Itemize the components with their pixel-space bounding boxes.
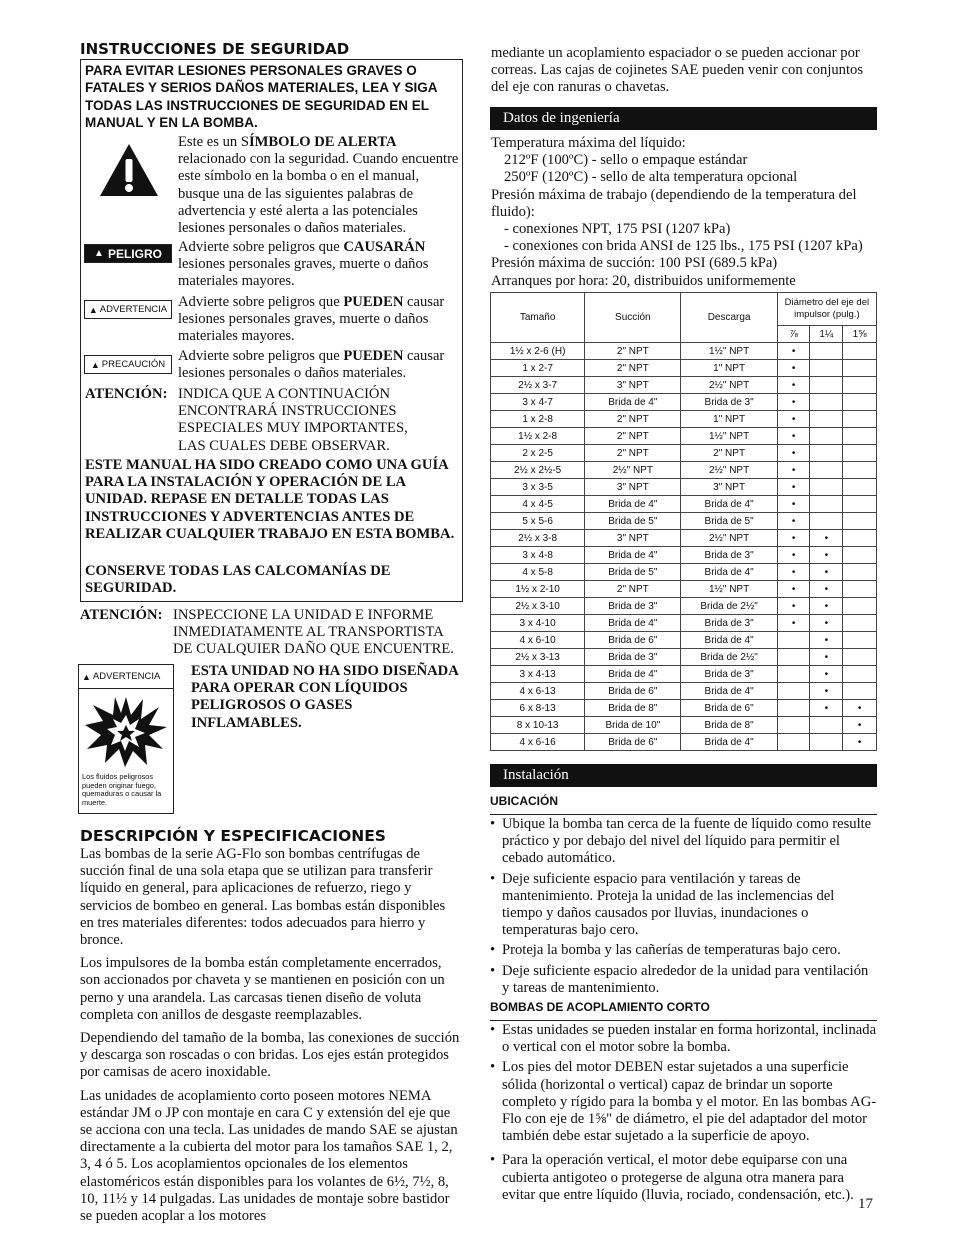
table-cell: Brida de 4" — [585, 666, 681, 683]
atencion2-label: ATENCIÓN: — [80, 607, 163, 623]
eng-line: 212ºF (100ºC) - sello o empaque estándar — [504, 152, 748, 169]
table-cell-mark — [843, 581, 877, 598]
warning-triangle-icon: ▲ — [82, 671, 91, 682]
table-cell-mark — [843, 615, 877, 632]
corto-title: BOMBAS DE ACOPLAMIENTO CORTO — [490, 1000, 877, 1021]
table-cell: 5 x 5-6 — [491, 513, 585, 530]
table-row — [491, 513, 877, 530]
table-cell-mark — [843, 598, 877, 615]
ubicacion-list — [490, 816, 878, 997]
table-cell: Brida de 2½" — [681, 649, 777, 666]
table-cell: 3" NPT — [585, 377, 681, 394]
table-cell-mark: • — [777, 479, 810, 496]
desc-paragraph: Las unidades de acoplamiento corto poseen motores NEMA estándar JM o JP con montaje en cara C y extensión del eje que se acciona con una tecla. Las unidades de mando SAE se ajustan directamente a la cubierta del motor para los tamaños SAE 1, 2, 3, 4 ó 5. Los acoplamientos opcionales de los elementos elastoméricos están disponibles para los volantes de 6½, 7½, 8, 10, 11½ y 14 pulgadas. Las unidades de montaje sobre bastidor se pueden acoplar a los motores — [80, 1087, 458, 1225]
col-header-discharge: Descarga — [681, 293, 777, 343]
table-cell: 1" NPT — [681, 411, 777, 428]
table-row — [491, 547, 877, 564]
table-cell-mark: • — [777, 462, 810, 479]
eng-line: Temperatura máxima del líquido: — [491, 135, 686, 151]
table-cell-mark — [843, 377, 877, 394]
eng-line: - conexiones NPT, 175 PSI (1207 kPa) — [504, 221, 731, 238]
table-cell-mark: • — [777, 428, 810, 445]
table-cell: Brida de 3" — [681, 666, 777, 683]
desc-title: DESCRIPCIÓN Y ESPECIFICACIONES — [80, 827, 386, 845]
col-header-shaft-diameter: Diámetro del eje del impulsor (pulg.) — [777, 293, 876, 326]
pump-spec-table — [490, 292, 877, 751]
table-row — [491, 581, 877, 598]
table-cell-mark: • — [810, 530, 843, 547]
ubicacion-title: UBICACIÓN — [490, 794, 877, 815]
table-cell-mark: • — [777, 615, 810, 632]
table-cell: 2" NPT — [585, 360, 681, 377]
table-cell-mark: • — [810, 598, 843, 615]
peligro-text: Advierte sobre peligros que CAUSARÁN lesiones personales graves, muerte o daños materiales mayores. — [178, 239, 429, 290]
table-cell: 1" NPT — [681, 360, 777, 377]
table-cell: 3 x 4-8 — [491, 547, 585, 564]
eng-line: 250ºF (120ºC) - sello de alta temperatura opcional — [504, 169, 798, 186]
warning-label-caption: Los fluidos peligrosos pueden originar fuego, quemaduras o causar la muerte. — [82, 772, 162, 807]
table-cell-mark — [777, 717, 810, 734]
table-cell-mark: • — [777, 411, 810, 428]
atencion-text: INDICA QUE A CONTINUACIÓN ENCONTRARÁ INSTRUCCIONES ESPECIALES MUY IMPORTANTES, LAS CUALES DEBE OBSERVAR. — [178, 386, 408, 454]
table-cell: 2½ x 3-10 — [491, 598, 585, 615]
precaucion-text: Advierte sobre peligros que PUEDEN causar lesiones personales o daños materiales. — [178, 348, 445, 382]
table-cell: 3" NPT — [681, 479, 777, 496]
table-row — [491, 496, 877, 513]
alert-triangle-icon — [98, 142, 160, 198]
table-cell: Brida de 5" — [585, 564, 681, 581]
table-cell: 2" NPT — [585, 581, 681, 598]
safety-box — [80, 59, 463, 602]
table-row — [491, 360, 877, 377]
col-header-suction: Succión — [585, 293, 681, 343]
table-cell: Brida de 10" — [585, 717, 681, 734]
table-cell-mark: • — [777, 445, 810, 462]
col-header-d2: 1¼ — [810, 326, 843, 343]
table-cell-mark: • — [810, 547, 843, 564]
corto-list — [490, 1022, 878, 1204]
table-cell: Brida de 6" — [585, 683, 681, 700]
col-header-d1: ⅞ — [777, 326, 810, 343]
advertencia-text: Advierte sobre peligros que PUEDEN causar lesiones personales graves, muerte o daños materiales mayores. — [178, 294, 445, 345]
table-cell: 4 x 5-8 — [491, 564, 585, 581]
table-cell-mark: • — [810, 683, 843, 700]
table-cell-mark — [843, 394, 877, 411]
table-cell: 1½" NPT — [681, 343, 777, 360]
explosion-icon — [83, 693, 169, 769]
table-cell-mark: • — [810, 581, 843, 598]
table-cell-mark — [810, 513, 843, 530]
table-cell-mark: • — [777, 564, 810, 581]
table-cell: 4 x 6-10 — [491, 632, 585, 649]
col-header-d3: 1⅝ — [843, 326, 877, 343]
table-cell-mark — [777, 683, 810, 700]
table-cell: 3" NPT — [585, 530, 681, 547]
table-cell-mark — [843, 649, 877, 666]
table-row — [491, 428, 877, 445]
col-header-size: Tamaño — [491, 293, 585, 343]
table-cell: Brida de 3" — [681, 615, 777, 632]
table-cell: 2" NPT — [681, 445, 777, 462]
table-cell: 2½" NPT — [681, 530, 777, 547]
list-item: • Ubique la bomba tan cerca de la fuente de líquido como resulte práctico y por debajo del nivel del líquido para permitir el cebado automático. — [490, 816, 878, 868]
table-cell: 2½ x 2½-5 — [491, 462, 585, 479]
table-cell: 1 x 2-8 — [491, 411, 585, 428]
table-cell-mark — [777, 649, 810, 666]
table-cell: 8 x 10-13 — [491, 717, 585, 734]
precaucion-badge: ▲ PRECAUCIÓN — [84, 355, 172, 374]
table-cell: 2" NPT — [585, 343, 681, 360]
warning-triangle-icon: ▲ — [94, 248, 104, 259]
table-cell-mark: • — [810, 700, 843, 717]
table-cell-mark: • — [810, 632, 843, 649]
continuation-text: mediante un acoplamiento espaciador o se pueden accionar por correas. Las cajas de cojinetes SAE pueden venir con conjuntos del eje con ranuras o chavetas. — [491, 45, 864, 96]
conserve-text: CONSERVE TODAS LAS CALCOMANÍAS DE SEGURIDAD. — [85, 563, 391, 597]
table-cell-mark — [810, 343, 843, 360]
table-row — [491, 462, 877, 479]
table-cell-mark — [843, 564, 877, 581]
table-row — [491, 666, 877, 683]
table-cell: Brida de 3" — [681, 394, 777, 411]
table-cell-mark — [777, 632, 810, 649]
table-cell-mark — [810, 717, 843, 734]
list-item: • Estas unidades se pueden instalar en forma horizontal, inclinada o vertical con el motor sobre la bomba. — [490, 1022, 878, 1056]
desc-paragraph: Dependiendo del tamaño de la bomba, las conexiones de succión y descarga son roscadas o con bridas. Los ejes están protegidos por camisas de acero inoxidable. — [80, 1030, 460, 1081]
atencion2-text: INSPECCIONE LA UNIDAD E INFORME INMEDIATAMENTE AL TRANSPORTISTA DE CUALQUIER DAÑO QUE ENCUENTRE. — [173, 607, 454, 658]
table-row — [491, 700, 877, 717]
table-cell: Brida de 4" — [585, 394, 681, 411]
table-row — [491, 598, 877, 615]
table-cell-mark: • — [843, 700, 877, 717]
table-cell-mark — [843, 360, 877, 377]
table-cell: Brida de 5" — [681, 513, 777, 530]
table-cell-mark — [843, 666, 877, 683]
table-cell-mark: • — [777, 394, 810, 411]
table-cell-mark — [843, 411, 877, 428]
advertencia-badge: ▲ ADVERTENCIA — [84, 300, 172, 319]
table-cell-mark: • — [777, 581, 810, 598]
table-cell: Brida de 4" — [681, 734, 777, 751]
table-cell: Brida de 4" — [681, 496, 777, 513]
table-cell: 3 x 4-13 — [491, 666, 585, 683]
peligro-badge: ▲ PELIGRO — [84, 244, 172, 263]
list-item: • Deje suficiente espacio alrededor de la unidad para ventilación y tareas de mantenimiento. — [490, 963, 878, 997]
table-cell: Brida de 6" — [681, 700, 777, 717]
table-row — [491, 394, 877, 411]
table-cell: 4 x 6-13 — [491, 683, 585, 700]
atencion-label: ATENCIÓN: — [85, 386, 168, 402]
table-cell: 3 x 4-7 — [491, 394, 585, 411]
table-cell-mark: • — [777, 377, 810, 394]
table-row — [491, 479, 877, 496]
table-cell-mark: • — [810, 666, 843, 683]
list-item: • Proteja la bomba y las cañerías de temperaturas bajo cero. — [490, 942, 878, 959]
table-cell-mark: • — [777, 530, 810, 547]
table-row — [491, 530, 877, 547]
table-cell: 2½ x 3-13 — [491, 649, 585, 666]
table-cell: 2½ x 3-7 — [491, 377, 585, 394]
table-cell: 2" NPT — [585, 445, 681, 462]
eng-line: Presión máxima de trabajo (dependiendo de la temperatura del fluido): — [491, 186, 857, 220]
desc-body — [80, 846, 462, 1225]
table-cell: Brida de 4" — [585, 496, 681, 513]
table-cell: Brida de 4" — [681, 564, 777, 581]
table-cell: Brida de 3" — [681, 547, 777, 564]
table-cell-mark: • — [777, 598, 810, 615]
table-cell-mark — [810, 428, 843, 445]
table-cell: 2 x 2-5 — [491, 445, 585, 462]
table-cell-mark — [810, 411, 843, 428]
table-cell-mark — [810, 445, 843, 462]
table-cell-mark: • — [810, 564, 843, 581]
eng-line: Arranques por hora: 20, distribuidos uniformemente — [491, 272, 796, 289]
table-cell: Brida de 2½" — [681, 598, 777, 615]
alert-symbol-text: Este es un SÍMBOLO DE ALERTA relacionado con la seguridad. Cuando encuentre este símbolo en la bomba o en el manual, busque una de las siguientes palabras de advertencia y esté alerta a las potenciales lesiones personales o daños materiales. — [178, 134, 459, 237]
table-cell: Brida de 3" — [585, 598, 681, 615]
table-cell-mark — [843, 683, 877, 700]
table-cell: 1 x 2-7 — [491, 360, 585, 377]
page-number: 17 — [858, 1196, 873, 1212]
table-cell: 3" NPT — [585, 479, 681, 496]
desc-paragraph: Los impulsores de la bomba están completamente encerrados, son accionados por chaveta y se mantienen en posición con un perno y una arandela. Las carcasas tienen diseño de voluta completa con anillos de desgaste reemplazables. — [80, 955, 445, 1023]
table-cell-mark — [843, 530, 877, 547]
table-row — [491, 564, 877, 581]
warning-label — [78, 664, 174, 814]
table-cell: Brida de 4" — [681, 632, 777, 649]
table-cell-mark — [777, 734, 810, 751]
table-cell: 4 x 4-5 — [491, 496, 585, 513]
safety-title: INSTRUCCIONES DE SEGURIDAD — [80, 40, 350, 58]
table-cell-mark: • — [810, 649, 843, 666]
table-cell: 1½" NPT — [681, 581, 777, 598]
warning-triangle-icon: ▲ — [90, 359, 100, 370]
table-row — [491, 632, 877, 649]
table-cell: 2½ x 3-8 — [491, 530, 585, 547]
table-cell: Brida de 4" — [681, 683, 777, 700]
table-cell-mark: • — [843, 734, 877, 751]
table-cell-mark — [843, 479, 877, 496]
table-row — [491, 411, 877, 428]
table-cell-mark — [810, 394, 843, 411]
eng-line: Presión máxima de succión: 100 PSI (689.5 kPa) — [491, 255, 778, 272]
table-cell: 2" NPT — [585, 428, 681, 445]
eng-line: - conexiones con brida ANSI de 125 lbs., 175 PSI (1207 kPa) — [504, 238, 863, 255]
warning-label-header: ▲ ADVERTENCIA — [79, 665, 173, 689]
table-cell-mark — [810, 496, 843, 513]
table-cell: Brida de 5" — [585, 513, 681, 530]
table-cell: Brida de 6" — [585, 734, 681, 751]
table-cell-mark: • — [777, 360, 810, 377]
flammable-text: ESTA UNIDAD NO HA SIDO DISEÑADA PARA OPERAR CON LÍQUIDOS PELIGROSOS O GASES INFLAMABLES. — [191, 663, 458, 731]
table-cell-mark: • — [777, 343, 810, 360]
table-cell-mark: • — [777, 513, 810, 530]
table-cell: 1½ x 2-10 — [491, 581, 585, 598]
table-cell-mark: • — [777, 547, 810, 564]
list-item: • Para la operación vertical, el motor debe equiparse con una cubierta antigoteo o protegerse de alguna otra manera para evitar que entre líquido (lluvia, rociado, condensación, etc.). — [490, 1152, 878, 1204]
table-cell: Brida de 3" — [585, 649, 681, 666]
table-cell-mark — [810, 734, 843, 751]
table-cell: 2½" NPT — [585, 462, 681, 479]
table-cell-mark — [843, 632, 877, 649]
table-cell: 6 x 8-13 — [491, 700, 585, 717]
table-cell-mark — [843, 428, 877, 445]
table-cell: Brida de 6" — [585, 632, 681, 649]
table-cell: 1½" NPT — [681, 428, 777, 445]
desc-paragraph: Las bombas de la serie AG-Flo son bombas centrífugas de succión final de una sola etapa que se utilizan para transferir líquido en general, para aplicaciones de refuerzo, riego y servicios de bombeo en general. Las bombas están disponibles en tres materiales diferentes: todos adecuados para hierro y bronce. — [80, 846, 446, 949]
table-cell: 4 x 6-16 — [491, 734, 585, 751]
list-item: • Los pies del motor DEBEN estar sujetados a una superficie sólida (horizontal o vertical) capaz de brindar un soporte completo y rígido para la bomba y el motor. En las bombas AG-Flo con eje de 1⅝" de diámetro, el pie del adaptador del motor también debe estar sujetado a la superficie de apoyo. — [490, 1059, 878, 1145]
table-cell-mark — [843, 462, 877, 479]
table-cell-mark — [843, 547, 877, 564]
manual-text: ESTE MANUAL HA SIDO CREADO COMO UNA GUÍA PARA LA INSTALACIÓN Y OPERACIÓN DE LA UNIDAD. REPASE EN DETALLE TODAS LAS INSTRUCCIONES Y ADVERTENCIAS ANTES DE REALIZAR CUALQUIER TRABAJO EN ESTA BOMBA. — [85, 457, 455, 542]
eng-data-text — [491, 135, 881, 290]
table-cell-mark — [843, 496, 877, 513]
box-intro: PARA EVITAR LESIONES PERSONALES GRAVES O FATALES Y SERIOS DAÑOS MATERIALES, LEA Y SIGA TODAS LAS INSTRUCCIONES DE SEGURIDAD EN EL MANUAL Y EN LA BOMBA. — [85, 63, 438, 130]
table-cell: Brida de 4" — [585, 547, 681, 564]
table-cell-mark: • — [810, 615, 843, 632]
table-row — [491, 683, 877, 700]
table-cell-mark — [777, 666, 810, 683]
table-cell: 3 x 3-5 — [491, 479, 585, 496]
table-cell: Brida de 8" — [681, 717, 777, 734]
table-cell-mark — [777, 700, 810, 717]
table-cell-mark — [810, 360, 843, 377]
table-cell-mark — [843, 343, 877, 360]
table-cell-mark: • — [843, 717, 877, 734]
table-cell: 2½" NPT — [681, 462, 777, 479]
table-row — [491, 377, 877, 394]
table-row — [491, 343, 877, 360]
table-cell: 2" NPT — [585, 411, 681, 428]
table-cell-mark — [810, 479, 843, 496]
table-cell: 3 x 4-10 — [491, 615, 585, 632]
list-item: • Deje suficiente espacio para ventilación y tareas de mantenimiento. Proteja la unidad de las inclemencias del tiempo y daños causados por lluvias, inundaciones o temperaturas bajo cero. — [490, 871, 878, 940]
table-cell-mark: • — [777, 496, 810, 513]
table-row — [491, 649, 877, 666]
table-cell: Brida de 4" — [585, 615, 681, 632]
install-header: Instalación — [490, 764, 877, 787]
table-row — [491, 717, 877, 734]
table-row — [491, 734, 877, 751]
table-cell-mark — [843, 445, 877, 462]
table-cell-mark — [843, 513, 877, 530]
eng-data-header: Datos de ingeniería — [490, 107, 877, 130]
table-cell: 2½" NPT — [681, 377, 777, 394]
table-cell-mark — [810, 462, 843, 479]
table-row — [491, 615, 877, 632]
warning-triangle-icon: ▲ — [88, 304, 98, 315]
table-row — [491, 445, 877, 462]
table-cell: Brida de 8" — [585, 700, 681, 717]
table-cell: 1½ x 2-8 — [491, 428, 585, 445]
table-cell: 1½ x 2-6 (H) — [491, 343, 585, 360]
table-cell-mark — [810, 377, 843, 394]
